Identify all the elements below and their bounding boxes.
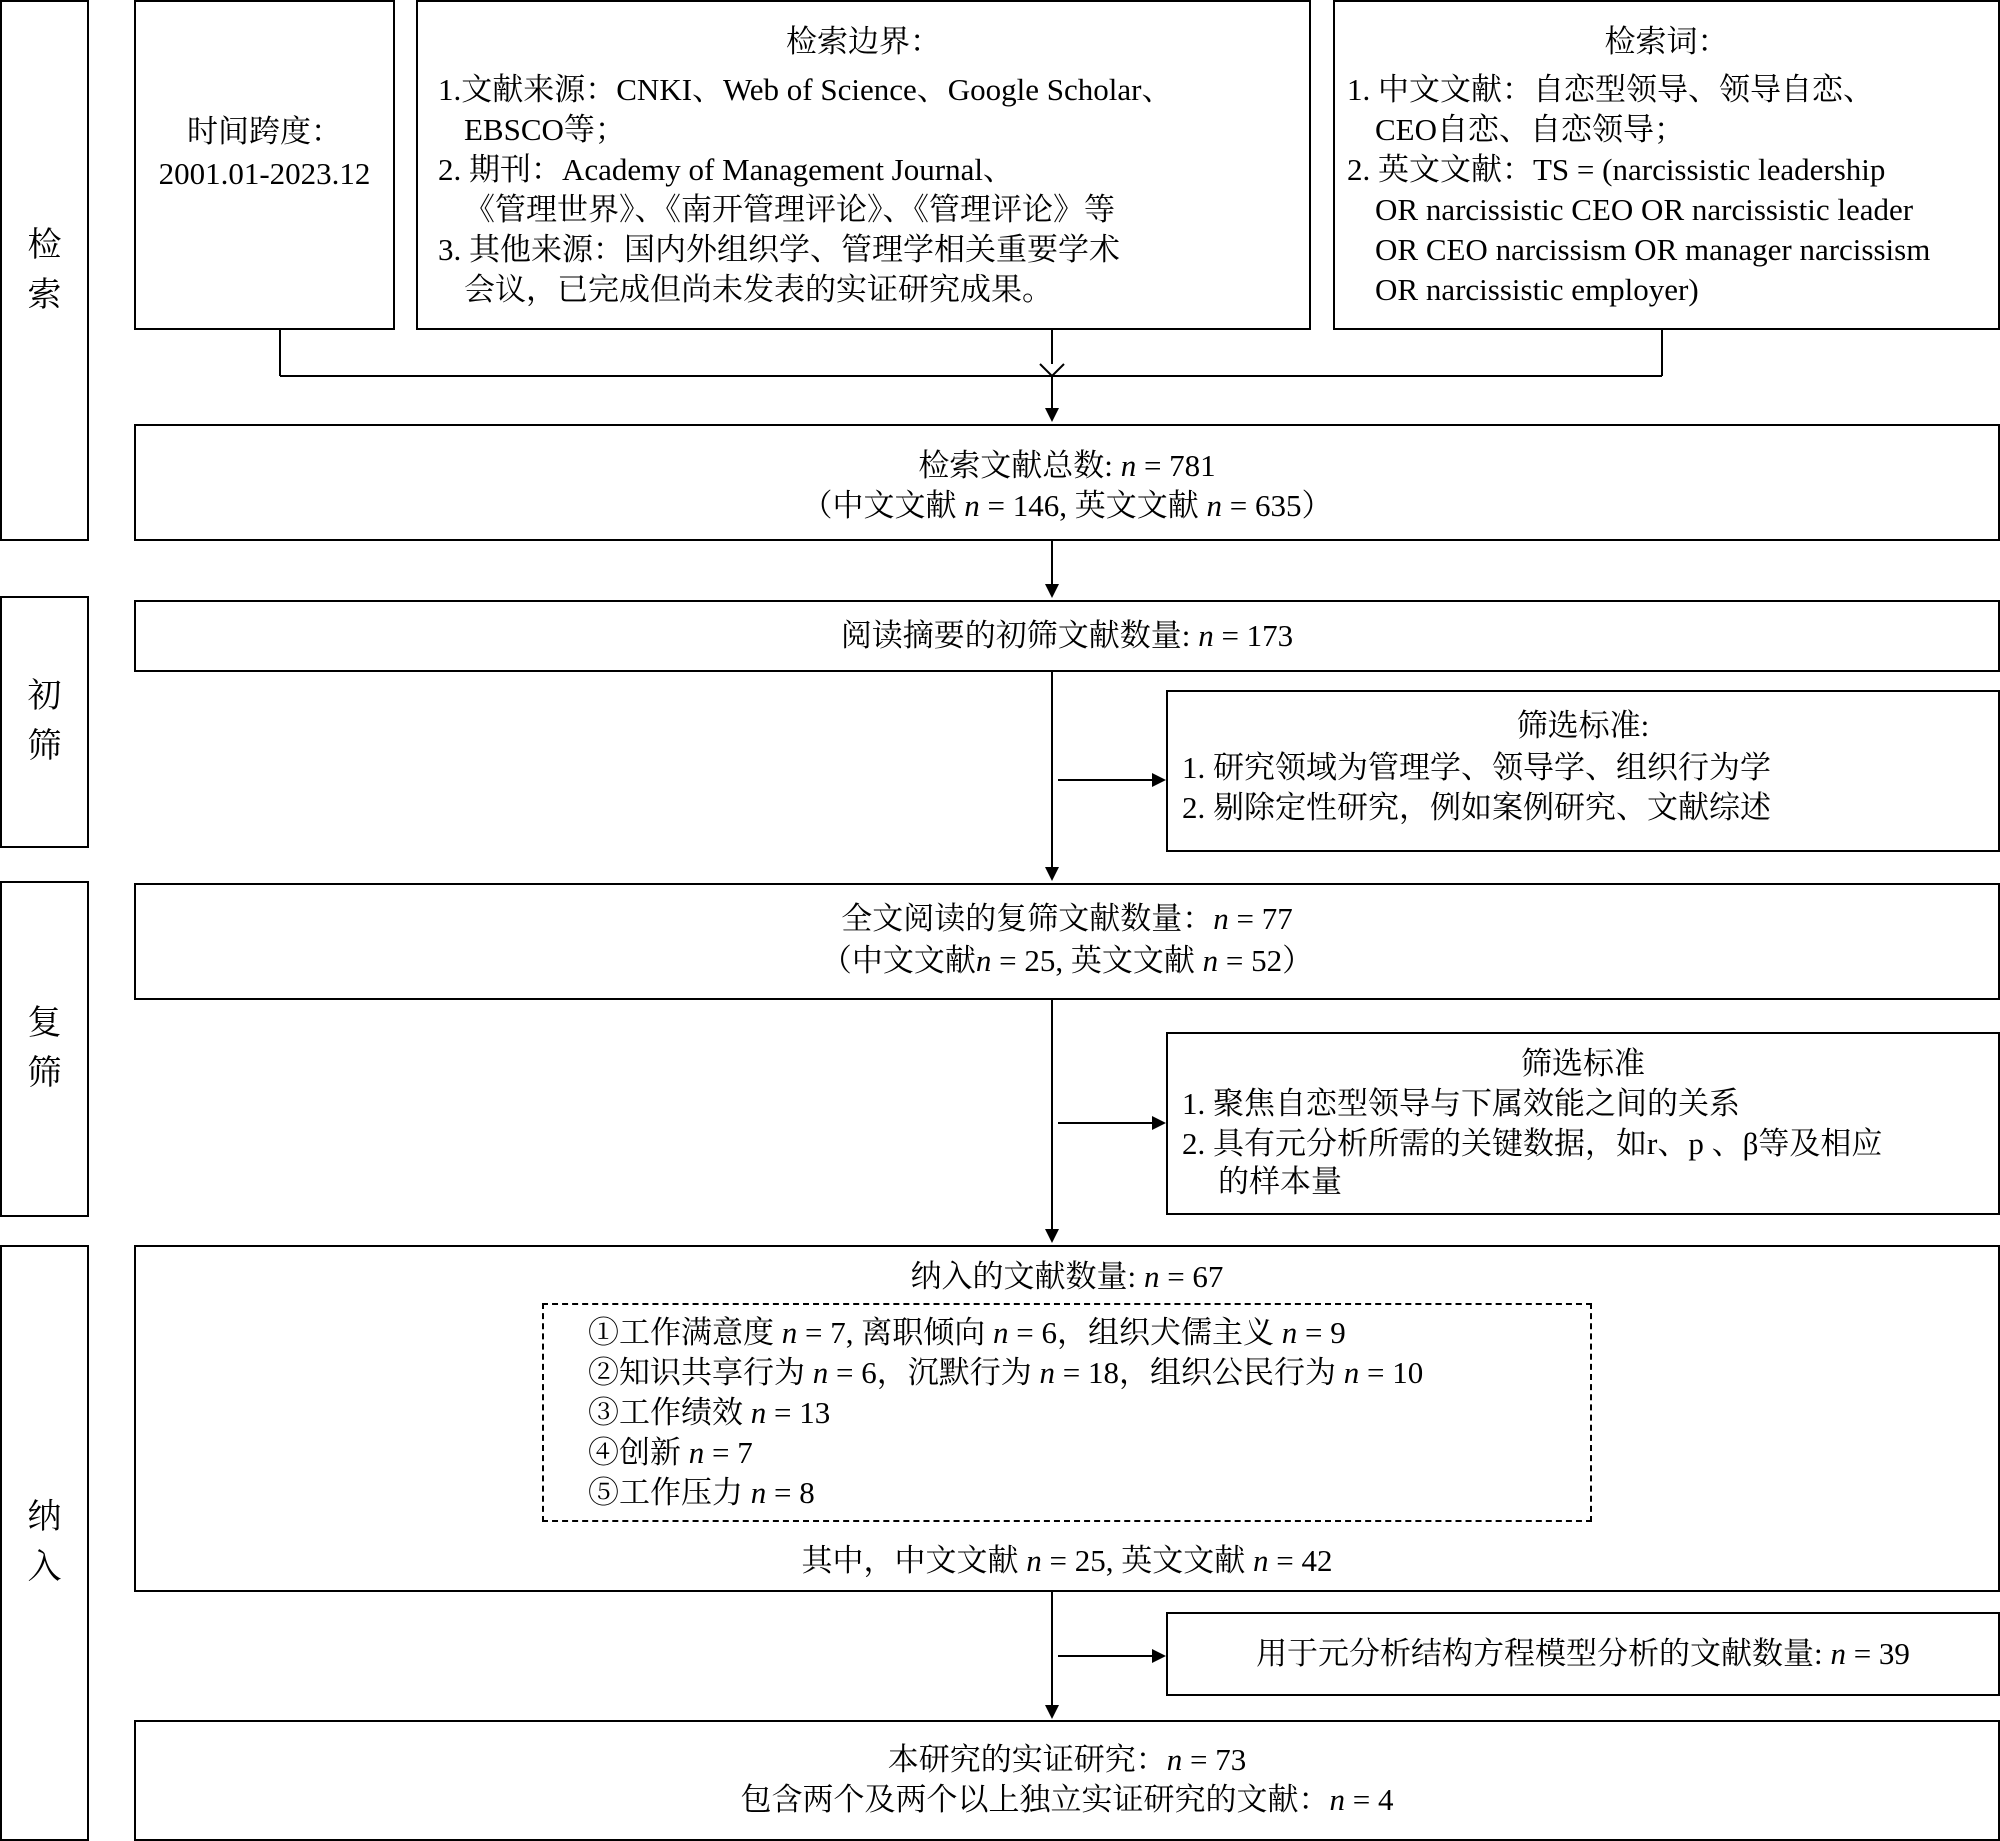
masem-line: 用于元分析结构方程模型分析的文献数量: n = 39 <box>1256 1636 1910 1671</box>
terms-line-6: OR narcissistic employer) <box>1375 272 1699 307</box>
second-label: 全文阅读的复筛文献数量： <box>841 901 1214 936</box>
masem-box <box>1166 1612 2000 1696</box>
outcome-category-line: ⑤工作压力 n = 8 <box>588 1475 815 1510</box>
initial-screening-box <box>134 600 2000 672</box>
initial-screening-line: 阅读摘要的初筛文献数量: n = 173 <box>840 618 1294 653</box>
search-boundary-box <box>416 0 1311 330</box>
final-label-2: 包含两个及两个以上独立实证研究的文献： <box>740 1782 1330 1817</box>
included-split-mid: , 英文文献 <box>1105 1543 1246 1578</box>
stage-search <box>0 0 89 541</box>
included-cn-count: 25 <box>1074 1543 1106 1578</box>
outcome-category-text: ，沉默行为 <box>876 1355 1032 1390</box>
stage-second-char-1: 复 <box>27 1005 62 1042</box>
outcome-category-count: 7 <box>830 1315 846 1350</box>
outcome-category-line: ④创新 n = 7 <box>588 1435 753 1470</box>
included-line: 纳入的文献数量: n = 67 <box>910 1259 1224 1294</box>
terms-line-1: 1. 中文文献：自恋型领导、领导自恋、 <box>1347 72 1874 107</box>
total-records-line: 检索文献总数: n = 781 <box>918 448 1216 483</box>
boundary-line-3: 2. 期刊：Academy of Management Journal、 <box>438 152 1014 187</box>
total-label: 检索文献总数: <box>918 448 1113 483</box>
terms-line-4: OR narcissistic CEO OR narcissistic leader <box>1375 192 1914 227</box>
total-open: （中文文献 <box>801 488 957 523</box>
second-close: ） <box>1282 943 1314 978</box>
time-span-title: 时间跨度： <box>187 114 342 149</box>
criteria-1-title: 筛选标准: <box>1516 708 1650 743</box>
second-screening-box <box>134 883 2000 1000</box>
included-en-count: 42 <box>1301 1543 1333 1578</box>
total-mid: , 英文文献 <box>1059 488 1199 523</box>
time-span-range: 2001.01-2023.12 <box>158 156 371 191</box>
included-split-line: 其中，中文文献 n = 25, 英文文献 n = 42 <box>801 1543 1333 1578</box>
total-close: ） <box>1301 488 1333 523</box>
included-label: 纳入的文献数量: <box>910 1259 1137 1294</box>
outcome-category-text: ③工作绩效 <box>588 1395 743 1430</box>
total-en-count: 635 <box>1254 488 1302 523</box>
criteria-2-item-1: 1. 聚焦自恋型领导与下属效能之间的关系 <box>1182 1086 1740 1121</box>
second-count: 77 <box>1261 901 1293 936</box>
outcome-category-count: 7 <box>737 1435 753 1470</box>
final-label-1: 本研究的实证研究： <box>887 1742 1167 1777</box>
stage-second-screening <box>0 881 89 1217</box>
masem-count: 39 <box>1878 1636 1910 1671</box>
final-count-2: 4 <box>1377 1782 1394 1817</box>
total-cn-count: 146 <box>1012 488 1060 523</box>
stage-inclusion-char-2: 入 <box>27 1549 62 1586</box>
second-breakdown-line: （中文文献n = 25, 英文文献 n = 52） <box>820 943 1314 978</box>
included-count: 67 <box>1192 1259 1224 1294</box>
outcome-category-text: ⑤工作压力 <box>588 1475 743 1510</box>
final-count-1: 73 <box>1215 1742 1247 1777</box>
outcome-category-text: ，组织犬儒主义 <box>1056 1315 1274 1350</box>
criteria-2-box <box>1166 1032 2000 1215</box>
outcome-category-line: ③工作绩效 n = 13 <box>588 1395 831 1430</box>
stage-inclusion-char-1: 纳 <box>27 1499 62 1536</box>
time-span-box <box>134 0 395 330</box>
outcome-category-count: 6 <box>1041 1315 1057 1350</box>
second-en-count: 52 <box>1251 943 1283 978</box>
outcome-category-count: 18 <box>1087 1355 1119 1390</box>
boundary-line-2: EBSCO等； <box>464 112 626 147</box>
second-screening-line: 全文阅读的复筛文献数量：n = 77 <box>841 901 1293 936</box>
outcome-category-count: 9 <box>1330 1315 1346 1350</box>
final-studies-box <box>134 1720 2000 1841</box>
stage-initial-char-2: 筛 <box>27 728 62 765</box>
boundary-line-1: 1.文献来源：CNKI、Web of Science、Google Scholar、 <box>438 72 1173 107</box>
outcome-category-count: 10 <box>1392 1355 1424 1390</box>
stage-initial-char-1: 初 <box>27 678 62 715</box>
outcome-category-count: 13 <box>799 1395 831 1430</box>
terms-line-5: OR CEO narcissism OR manager narcissism <box>1375 232 1931 267</box>
outcome-category-text: , 离职倾向 <box>845 1315 986 1350</box>
outcome-category-text: ④创新 <box>588 1435 681 1470</box>
final-line-2: 包含两个及两个以上独立实证研究的文献：n = 4 <box>740 1782 1394 1817</box>
criteria-1-item-2: 2. 剔除定性研究，例如案例研究、文献综述 <box>1182 790 1771 825</box>
search-boundary-title: 检索边界： <box>786 24 941 59</box>
boundary-line-4: 《管理世界》、《南开管理评论》、《管理评论》等 <box>464 192 1115 227</box>
criteria-2-title: 筛选标准 <box>1521 1046 1645 1081</box>
boundary-line-5: 3. 其他来源：国内外组织学、管理学相关重要学术 <box>438 232 1120 267</box>
total-breakdown-line: （中文文献 n = 146, 英文文献 n = 635） <box>801 488 1333 523</box>
total-records-box <box>134 424 2000 541</box>
second-mid: , 英文文献 <box>1055 943 1195 978</box>
second-open: （中文文献 <box>820 943 976 978</box>
criteria-1-item-1: 1. 研究领域为管理学、领导学、组织行为学 <box>1182 750 1771 785</box>
initial-label: 阅读摘要的初筛文献数量: <box>840 618 1191 653</box>
total-count: 781 <box>1169 448 1216 483</box>
search-terms-box <box>1333 0 2000 330</box>
terms-line-3: 2. 英文文献：TS = (narcissistic leadership <box>1347 152 1886 187</box>
initial-count: 173 <box>1246 618 1294 653</box>
outcome-category-text: ②知识共享行为 <box>588 1355 805 1390</box>
outcome-category-text: ，组织公民行为 <box>1118 1355 1336 1390</box>
stage-initial-screening <box>0 596 89 848</box>
stage-search-char-2: 索 <box>27 276 62 314</box>
masem-label: 用于元分析结构方程模型分析的文献数量: <box>1256 1636 1823 1671</box>
outcome-category-line: ①工作满意度 n = 7, 离职倾向 n = 6，组织犬儒主义 n = 9 <box>588 1315 1346 1350</box>
boundary-line-6: 会议，已完成但尚未发表的实证研究成果。 <box>464 272 1053 307</box>
stage-second-char-2: 筛 <box>27 1055 62 1092</box>
final-line-1: 本研究的实证研究：n = 73 <box>887 1742 1247 1777</box>
criteria-2-item-2: 2. 具有元分析所需的关键数据，如r、p 、β等及相应 <box>1182 1126 1883 1161</box>
stage-inclusion <box>0 1245 89 1841</box>
stage-search-char-1: 检 <box>27 226 62 264</box>
included-split-label: 其中，中文文献 <box>801 1543 1019 1578</box>
outcome-category-text: ①工作满意度 <box>588 1315 774 1350</box>
criteria-1-box <box>1166 690 2000 852</box>
second-cn-count: 25 <box>1024 943 1056 978</box>
criteria-2-item-3: 的样本量 <box>1218 1164 1342 1199</box>
outcome-category-count: 6 <box>861 1355 877 1390</box>
outcome-category-line: ②知识共享行为 n = 6，沉默行为 n = 18，组织公民行为 n = 10 <box>588 1355 1424 1390</box>
merge-junction <box>1040 364 1064 376</box>
search-terms-title: 检索词： <box>1604 24 1729 59</box>
terms-line-2: CEO自恋、自恋领导； <box>1375 112 1685 147</box>
outcome-categories-box <box>542 1303 1592 1522</box>
outcome-category-count: 8 <box>799 1475 815 1510</box>
